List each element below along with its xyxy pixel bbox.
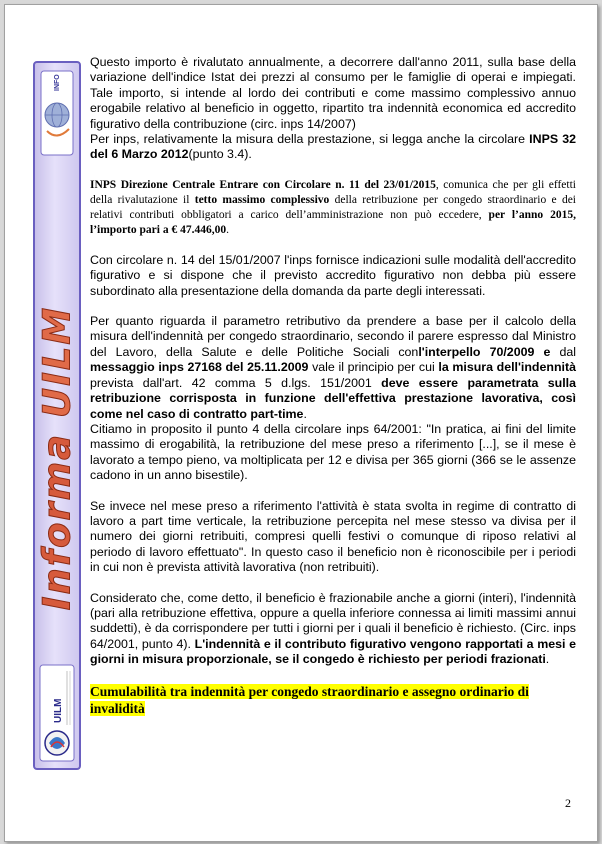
paragraph-frazionabile: Considerato che, come detto, il beneficio è frazionabile anche a giorni (interi), l'indennità (pari alla retribuzione effettiva, oppure a quella inferiore connessa ai limiti massimi annui suddetti), è da corrispondere per tutti i giorni per i quali il beneficio è richiesto. (Circ. inps 64/2001, punto 4). L'indennità e il contributo figurativo vengono rapportati a mesi e giorni in misura proporzionale, se il congedo è richiesto per periodi frazionati. — [90, 590, 576, 667]
page-number: 2 — [565, 796, 571, 810]
sidebar-word-uilm: UILM — [35, 305, 79, 418]
paragraph-part-time-verticale: Se invece nel mese preso a riferimento l'attività è stata svolta in regime di contratto di lavoro a part time verticale, la retribuzione percepita nel mese stesso va divisa per il numero dei giorni retribuiti, compresi quelli festivi o comunque di riposo relativi al periodo di lavoro effettuato". In questo caso il beneficio non è riconoscibile per i periodi in cui non è prevista attività lavorativa (non retribuiti). — [90, 498, 576, 575]
uilm-union-logo-icon — [37, 663, 77, 763]
informa-uilm-sidebar-banner — [33, 61, 81, 770]
logo-top-text: INFO — [54, 74, 61, 91]
sidebar-word-informa: Informa — [35, 432, 79, 611]
paragraph-rivalutazione: Questo importo è rivalutato annualmente, a decorrere dall'anno 2011, sulla base della variazione dell'indice Istat dei prezzi al consumo per le famiglie di operai e impiegati. Tale importo, si intende al lordo dei contributi e come massimo complessivo annuo erogabile relativo al beneficio in oggetto, ripartito tra indennità economica ed accredito figurativo della contribuzione (circ. inps 14/2007) — [90, 55, 576, 131]
info-globe-logo-icon — [39, 69, 75, 157]
section-heading-cumulabilita: Cumulabilità tra indennità per congedo straordinario e assegno ordinario di invalidità — [90, 683, 529, 716]
document-page — [4, 4, 598, 842]
document-body — [90, 55, 576, 717]
paragraph-circolare-14-2007: Con circolare n. 14 del 15/01/2007 l'inps fornisce indicazioni sulle modalità dell'accredito figurativo e si dispone che il previsto accredito figurativo non debba più essere subordinato alla presentazione della domanda da parte degli interessati. — [90, 252, 576, 298]
paragraph-parametro-retributivo: Per quanto riguarda il parametro retributivo da prendere a base per il calcolo della misura dell'indennità per congedo straordinario, secondo il parere espresso dal Ministro del Lavoro, della Salute e delle Politiche Sociali conl'interpello 70/2009 e dal messaggio inps 27168 del 25.11.2009 vale il principio per cui la misura dell'indennità prevista dall'art. 42 comma 5 d.lgs. 151/2001 deve essere parametrata sulla retribuzione corrisposta in funzione dell'effettiva prestazione lavorativa, così come nel caso di contratto part-time. — [90, 314, 576, 421]
paragraph-circolare-32: Per inps, relativamente la misura della prestazione, si legga anche la circolare INPS 32 del 6 Marzo 2012(punto 3.4). — [90, 132, 576, 162]
logo-bottom-text: UILM — [53, 698, 64, 723]
paragraph-circolare-11-2015: INPS Direzione Centrale Entrare con Circolare n. 11 del 23/01/2015, comunica che per gli effetti della rivalutazione il tetto massimo complessivo della retribuzione per congedo straordinario e dei relativi contributi obbligatori a carico dell’amministrazione non può eccedere, per l’anno 2015, l’importo pari a € 47.446,00. — [90, 178, 576, 236]
sidebar-title — [36, 306, 79, 611]
paragraph-circolare-64-2001-quote: Citiamo in proposito il punto 4 della circolare inps 64/2001: "In pratica, ai fini del limite massimo di erogabilità, la retribuzione del mese preso a riferimento [...], se il mese è lavorato a tempo pieno, va moltiplicata per 12 e divisa per 365 giorni (366 se le assenze cadono in un anno bisestile). — [90, 421, 576, 483]
circolare-32-ref: INPS 32 del 6 Marzo 2012 — [90, 132, 576, 162]
